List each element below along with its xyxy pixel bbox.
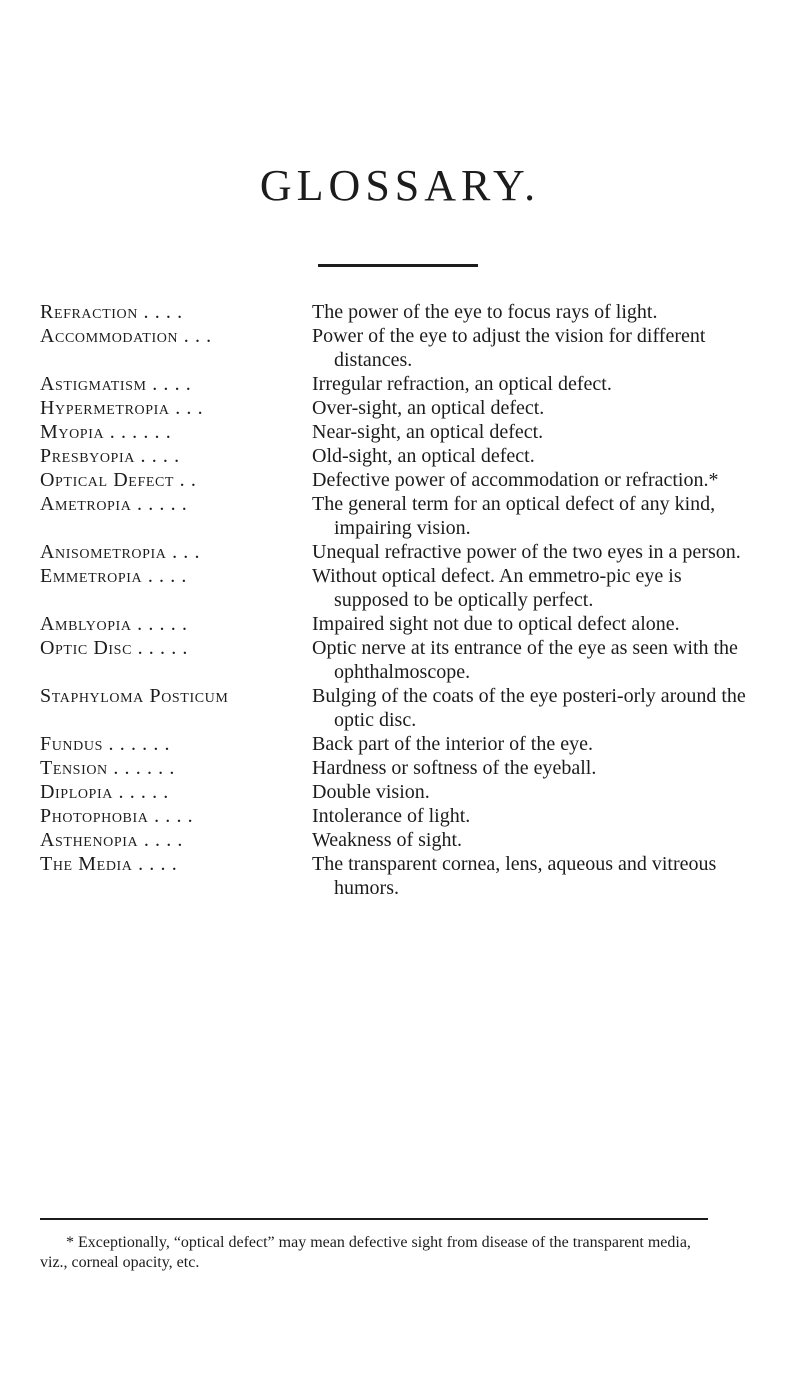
footnote [40, 1233, 720, 1273]
definition: Hardness or softness of the eyeball. [312, 757, 597, 779]
definition: Near-sight, an optical defect. [312, 421, 544, 443]
term: Astigmatism . . . . [40, 373, 192, 395]
glossary-entry-presbyopia [40, 444, 750, 468]
term: Fundus . . . . . . [40, 733, 171, 755]
definition: Old-sight, an optical defect. [312, 445, 535, 467]
glossary-entry-diplopia [40, 780, 750, 804]
term: Presbyopia . . . . [40, 445, 180, 467]
term: Asthenopia . . . . [40, 829, 184, 851]
definition: Without optical defect. An emmetro-pic eye is supposed to be optically perfect. [312, 565, 682, 611]
page-title: GLOSSARY. [259, 161, 541, 210]
glossary-entry-fundus [40, 732, 750, 756]
definition: Defective power of accommodation or refraction.* [312, 469, 719, 491]
definition: Back part of the interior of the eye. [312, 733, 593, 755]
footnote-text: Exceptionally, “optical defect” may mean defective sight from disease of the transparent media, viz., corneal opacity, etc. [40, 1234, 691, 1271]
definition: The transparent cornea, lens, aqueous and vitreous humors. [312, 853, 717, 899]
definition: Impaired sight not due to optical defect alone. [312, 613, 680, 635]
term: Accommodation . . . [40, 325, 212, 347]
glossary-entry-asthenopia [40, 828, 750, 852]
glossary-entry-hypermetropia [40, 396, 750, 420]
term: Tension . . . . . . [40, 757, 175, 779]
glossary-entry-refraction [40, 300, 750, 324]
definition: The general term for an optical defect of any kind, impairing vision. [312, 493, 716, 539]
title-divider [318, 264, 478, 267]
glossary-entry-amblyopia [40, 612, 750, 636]
footnote-divider [40, 1218, 708, 1220]
term: Ametropia . . . . . [40, 493, 188, 515]
glossary-entry-optical-defect [40, 468, 750, 492]
definition: Weakness of sight. [312, 829, 463, 851]
glossary-entry-staphyloma-posticum [40, 684, 750, 732]
definition: Optic nerve at its entrance of the eye as seen with the ophthalmoscope. [312, 637, 738, 683]
term: Hypermetropia . . . [40, 397, 204, 419]
definition: Power of the eye to adjust the vision for different distances. [312, 325, 706, 371]
glossary-entry-astigmatism [40, 372, 750, 396]
definition: Unequal refractive power of the two eyes in a person. [312, 541, 741, 563]
definition: Bulging of the coats of the eye posteri-orly around the optic disc. [312, 685, 746, 731]
glossary-entry-accommodation [40, 324, 750, 372]
glossary-entry-anisometropia [40, 540, 750, 564]
term: The Media . . . . [40, 853, 178, 875]
term: Anisometropia . . . [40, 541, 201, 563]
definition: Double vision. [312, 781, 430, 803]
definition: Irregular refraction, an optical defect. [312, 373, 612, 395]
term: Staphyloma Posticum [40, 685, 229, 707]
glossary-entry-myopia [40, 420, 750, 444]
term: Refraction . . . . [40, 301, 183, 323]
glossary-entry-ametropia [40, 492, 750, 540]
definition: Intolerance of light. [312, 805, 471, 827]
term: Photophobia . . . . [40, 805, 194, 827]
definition: The power of the eye to focus rays of light. [312, 301, 658, 323]
glossary-entry-tension [40, 756, 750, 780]
footnote-marker: * [66, 1234, 74, 1251]
glossary-list [40, 300, 750, 900]
term: Optic Disc . . . . . [40, 637, 189, 659]
glossary-entry-emmetropia [40, 564, 750, 612]
term: Emmetropia . . . . [40, 565, 188, 587]
term: Optical Defect . . [40, 469, 197, 491]
term: Myopia . . . . . . [40, 421, 172, 443]
glossary-entry-photophobia [40, 804, 750, 828]
definition: Over-sight, an optical defect. [312, 397, 545, 419]
term: Amblyopia . . . . . [40, 613, 188, 635]
term: Diplopia . . . . . [40, 781, 169, 803]
glossary-entry-optic-disc [40, 636, 750, 684]
glossary-entry-the-media [40, 852, 750, 900]
